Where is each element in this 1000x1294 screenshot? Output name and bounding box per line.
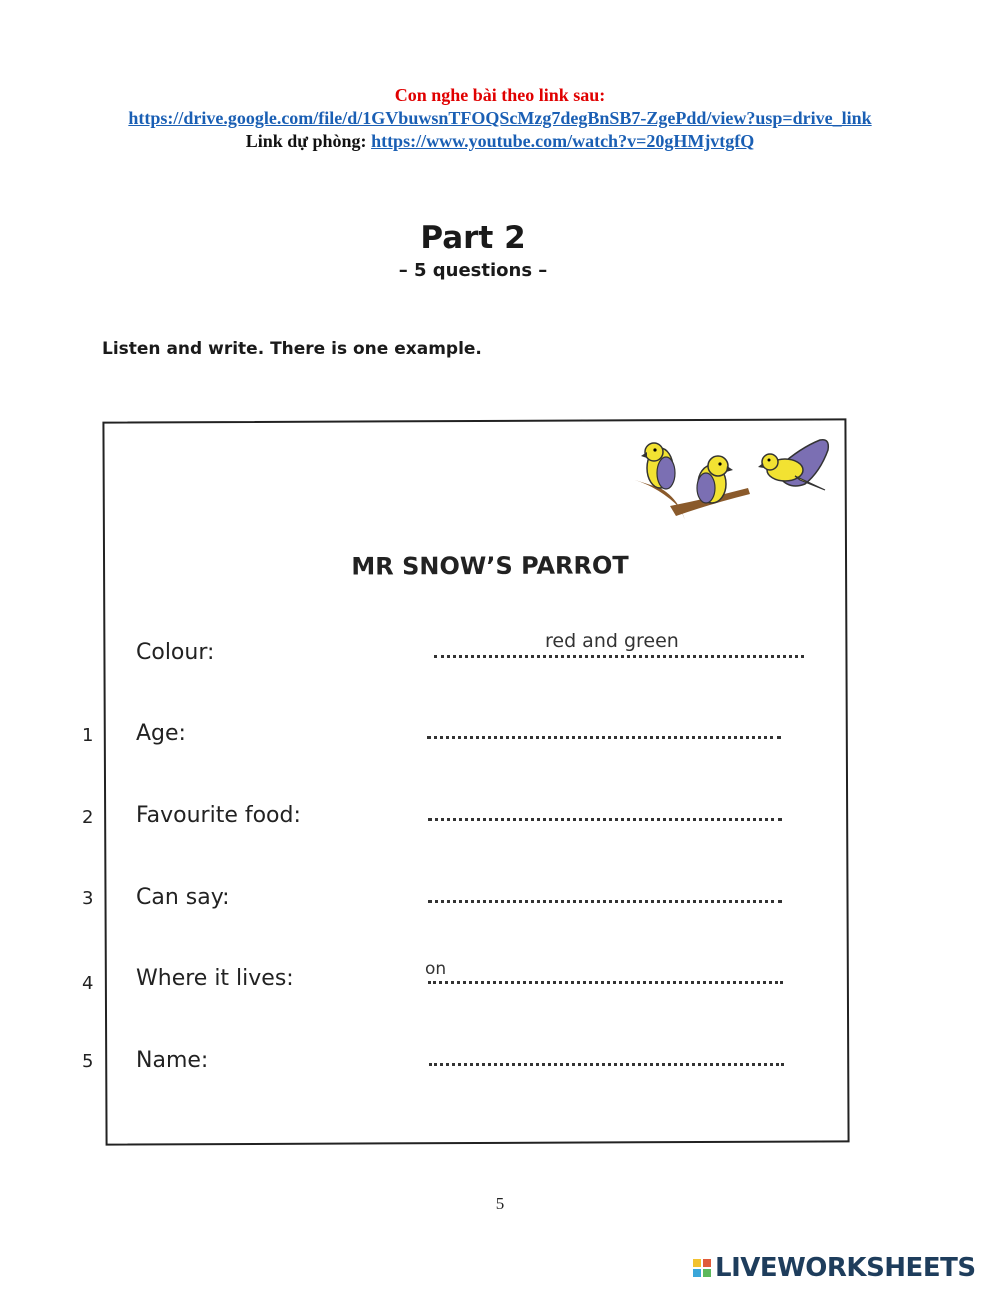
- part-subtitle: – 5 questions –: [398, 260, 548, 281]
- listening-links-header: [0, 84, 1000, 153]
- liveworksheets-brand[interactable]: [693, 1253, 976, 1283]
- example-label: Colour:: [136, 640, 215, 665]
- answer-prefix-4: on: [425, 959, 447, 979]
- question-number-4: 4: [82, 973, 94, 994]
- drive-link[interactable]: https://drive.google.com/file/d/1GVbuwsnTFOQScMzg7degBnSB7-ZgePdd/view?usp=drive_link: [128, 108, 872, 128]
- example-answer-line: [434, 655, 804, 658]
- brand-name: LIVEWORKSHEETS: [715, 1253, 976, 1283]
- backup-link-label: Link dự phòng:: [245, 131, 367, 151]
- answer-line-2[interactable]: [428, 818, 782, 821]
- page-number: 5: [495, 1194, 505, 1213]
- example-answer: red and green: [545, 630, 679, 652]
- question-number-2: 2: [82, 807, 94, 828]
- listening-instruction: Con nghe bài theo link sau:: [394, 85, 606, 105]
- question-label-4: Where it lives:: [136, 966, 294, 991]
- answer-line-3[interactable]: [428, 900, 782, 903]
- question-label-3: Can say:: [136, 885, 230, 910]
- question-number-5: 5: [82, 1051, 94, 1072]
- parrot-icon: [641, 443, 675, 489]
- answer-line-1[interactable]: [427, 736, 781, 739]
- parrots-illustration: [630, 428, 840, 528]
- parrot-icon: [758, 440, 828, 490]
- card-title: MR SNOW’S PARROT: [351, 551, 629, 581]
- answer-line-5[interactable]: [429, 1063, 784, 1066]
- question-label-2: Favourite food:: [136, 803, 301, 828]
- youtube-link[interactable]: https://www.youtube.com/watch?v=20gHMjvtgfQ: [371, 131, 755, 151]
- question-label-1: Age:: [136, 721, 186, 746]
- answer-line-4[interactable]: [428, 981, 783, 984]
- branch-icon: [635, 480, 750, 520]
- question-number-3: 3: [82, 888, 94, 909]
- question-label-5: Name:: [136, 1048, 209, 1073]
- part-title: Part 2: [420, 220, 526, 256]
- liveworksheets-logo-icon: [693, 1259, 711, 1277]
- question-number-1: 1: [82, 725, 94, 746]
- exercise-instruction: Listen and write. There is one example.: [102, 339, 482, 359]
